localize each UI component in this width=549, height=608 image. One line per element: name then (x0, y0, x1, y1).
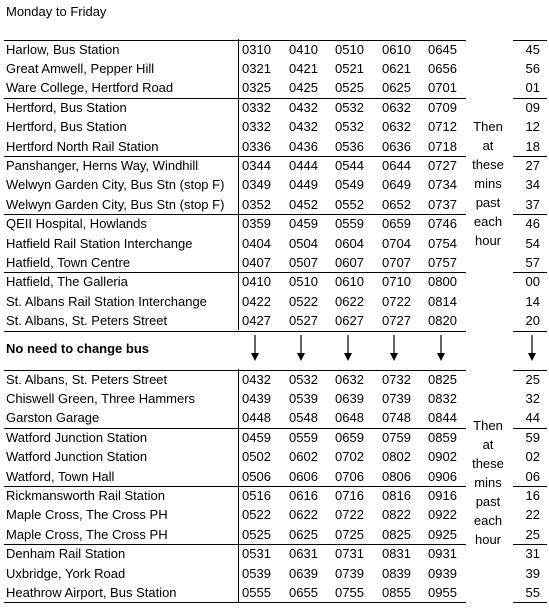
departure-time: 0349 (242, 177, 271, 193)
departure-time: 0639 (335, 390, 364, 406)
departure-time: 0459 (289, 216, 318, 232)
departure-time: 0759 (382, 429, 411, 445)
group-divider (4, 214, 466, 215)
down-arrow-icon (343, 335, 353, 361)
departure-time: 0722 (335, 507, 364, 523)
stop-name: Welwyn Garden City, Bus Stn (stop F) (6, 177, 225, 193)
departure-time: 0425 (289, 80, 318, 96)
stop-name: Watford Junction Station (6, 449, 148, 465)
departure-time: 0701 (428, 80, 457, 96)
minutes-past-hour: 37 (525, 196, 540, 212)
departure-time: 0706 (335, 468, 364, 484)
departure-time: 0522 (242, 507, 271, 523)
minutes-past-hour: 12 (525, 119, 540, 135)
stop-name: Hatfield Rail Station Interchange (6, 235, 193, 251)
departure-time: 0607 (335, 254, 364, 270)
departure-time: 0527 (289, 313, 318, 329)
departure-time: 0555 (242, 584, 271, 600)
departure-time: 0625 (382, 80, 411, 96)
departure-time: 0310 (242, 41, 271, 57)
frequency-word: each (473, 513, 503, 528)
group-divider (513, 156, 547, 157)
departure-time: 0321 (242, 60, 271, 76)
departure-time: 0825 (428, 371, 457, 387)
group-divider (4, 331, 466, 332)
departure-time: 0610 (335, 274, 364, 290)
departure-time: 0916 (428, 487, 457, 503)
stop-name: Hatfield, Town Centre (6, 254, 131, 270)
minutes-past-hour: 16 (525, 487, 540, 503)
timetable-row (0, 272, 549, 291)
departure-time: 0532 (335, 99, 364, 115)
stop-name: St. Albans, St. Peters Street (6, 371, 168, 387)
minutes-past-hour: 56 (525, 60, 540, 76)
group-divider (513, 214, 547, 215)
departure-time: 0448 (242, 410, 271, 426)
departure-time: 0659 (335, 429, 364, 445)
frequency-word: these (472, 157, 504, 172)
departure-time: 0802 (382, 449, 411, 465)
group-divider (4, 486, 466, 487)
departure-time: 0532 (289, 371, 318, 387)
departure-time: 0748 (382, 410, 411, 426)
minutes-past-hour: 02 (525, 449, 540, 465)
group-divider (4, 544, 466, 545)
group-divider (4, 428, 466, 429)
stop-name: Uxbridge, York Road (6, 565, 126, 581)
departure-time: 0502 (242, 449, 271, 465)
timetable-row (0, 370, 549, 389)
minutes-past-hour: 22 (525, 507, 540, 523)
minutes-past-hour: 39 (525, 565, 540, 581)
departure-time: 0649 (382, 177, 411, 193)
departure-time: 0427 (242, 313, 271, 329)
departure-time: 0410 (289, 41, 318, 57)
down-arrow-icon (296, 335, 306, 361)
departure-time: 0536 (335, 138, 364, 154)
departure-time: 0449 (289, 177, 318, 193)
minutes-past-hour: 57 (525, 254, 540, 270)
departure-time: 0522 (289, 293, 318, 309)
down-arrow-icon (436, 335, 446, 361)
departure-time: 0510 (289, 274, 318, 290)
departure-time: 0709 (428, 99, 457, 115)
departure-time: 0525 (242, 526, 271, 542)
timetable-row (0, 98, 549, 117)
timetable-row (0, 78, 549, 97)
group-divider (513, 331, 547, 332)
departure-time: 0559 (335, 216, 364, 232)
departure-time: 0325 (242, 80, 271, 96)
departure-time: 0644 (382, 157, 411, 173)
departure-time: 0636 (382, 138, 411, 154)
departure-time: 0718 (428, 138, 457, 154)
frequency-word: each (473, 214, 503, 229)
departure-time: 0539 (242, 565, 271, 581)
stop-name: Hatfield, The Galleria (6, 274, 128, 290)
frequency-word: Then (473, 119, 503, 134)
departure-time: 0722 (382, 293, 411, 309)
timetable-row (0, 292, 549, 311)
group-divider (513, 544, 547, 545)
group-divider (4, 40, 466, 41)
departure-time: 0625 (289, 526, 318, 542)
minutes-past-hour: 14 (525, 293, 540, 309)
departure-time: 0539 (289, 390, 318, 406)
departure-time: 0452 (289, 196, 318, 212)
departure-time: 0627 (335, 313, 364, 329)
stop-name: Maple Cross, The Cross PH (6, 507, 168, 523)
departure-time: 0621 (382, 60, 411, 76)
departure-time: 0559 (289, 429, 318, 445)
departure-time: 0648 (335, 410, 364, 426)
departure-time: 0521 (335, 60, 364, 76)
departure-time: 0532 (335, 119, 364, 135)
no-change-note: No need to change bus (6, 341, 150, 356)
departure-time: 0725 (335, 526, 364, 542)
departure-time: 0622 (335, 293, 364, 309)
departure-time: 0332 (242, 119, 271, 135)
stop-name: Chiswell Green, Three Hammers (6, 390, 196, 406)
departure-time: 0639 (289, 565, 318, 581)
departure-time: 0632 (382, 99, 411, 115)
departure-time: 0659 (382, 216, 411, 232)
departure-time: 0444 (289, 157, 318, 173)
departure-time: 0816 (382, 487, 411, 503)
minutes-past-hour: 32 (525, 390, 540, 406)
minutes-past-hour: 18 (525, 138, 540, 154)
departure-time: 0855 (382, 584, 411, 600)
departure-time: 0806 (382, 468, 411, 484)
departure-time: 0610 (382, 41, 411, 57)
departure-time: 0436 (289, 138, 318, 154)
departure-time: 0548 (289, 410, 318, 426)
frequency-word: mins (474, 475, 502, 490)
departure-time: 0727 (428, 157, 457, 173)
departure-time: 0359 (242, 216, 271, 232)
departure-time: 0839 (382, 565, 411, 581)
down-arrow-icon (389, 335, 399, 361)
group-divider (513, 428, 547, 429)
stop-name: Heathrow Airport, Bus Station (6, 584, 177, 600)
minutes-past-hour: 09 (525, 99, 540, 115)
departure-time: 0336 (242, 138, 271, 154)
departure-time: 0712 (428, 119, 457, 135)
timetable-row (0, 253, 549, 272)
stop-name: Rickmansworth Rail Station (6, 487, 165, 503)
column-divider (238, 369, 239, 602)
departure-time: 0632 (335, 371, 364, 387)
frequency-note-1 (466, 117, 510, 250)
departure-time: 0655 (289, 584, 318, 600)
minutes-past-hour: 31 (525, 546, 540, 562)
departure-time: 0459 (242, 429, 271, 445)
frequency-word: at (482, 138, 494, 153)
departure-time: 0710 (382, 274, 411, 290)
departure-time: 0931 (428, 546, 457, 562)
departure-time: 0549 (335, 177, 364, 193)
timetable-row (0, 564, 549, 583)
stop-name: QEII Hospital, Howlands (6, 216, 147, 232)
departure-time: 0506 (242, 468, 271, 484)
minutes-past-hour: 46 (525, 216, 540, 232)
departure-time: 0507 (289, 254, 318, 270)
departure-time: 0707 (382, 254, 411, 270)
minutes-past-hour: 27 (525, 157, 540, 173)
frequency-word: past (475, 195, 501, 210)
group-divider (513, 370, 547, 371)
timetable-row (0, 40, 549, 59)
minutes-past-hour: 01 (525, 80, 540, 96)
stop-name: Hertford, Bus Station (6, 119, 127, 135)
departure-time: 0732 (382, 371, 411, 387)
departure-time: 0820 (428, 313, 457, 329)
minutes-past-hour: 34 (525, 177, 540, 193)
minutes-past-hour: 59 (525, 429, 540, 445)
stop-name: St. Albans Rail Station Interchange (6, 293, 207, 309)
timetable-row (0, 389, 549, 408)
timetable-row (0, 59, 549, 78)
departure-time: 0432 (242, 371, 271, 387)
departure-time: 0616 (289, 487, 318, 503)
stop-name: Harlow, Bus Station (6, 41, 120, 57)
minutes-past-hour: 00 (525, 274, 540, 290)
stop-name: St. Albans, St. Peters Street (6, 313, 168, 329)
frequency-word: past (475, 494, 501, 509)
departure-time: 0421 (289, 60, 318, 76)
departure-time: 0825 (382, 526, 411, 542)
departure-time: 0432 (289, 119, 318, 135)
timetable-row (0, 583, 549, 602)
departure-time: 0531 (242, 546, 271, 562)
frequency-word: these (472, 456, 504, 471)
departure-time: 0525 (335, 80, 364, 96)
departure-time: 0645 (428, 41, 457, 57)
departure-time: 0702 (335, 449, 364, 465)
departure-time: 0754 (428, 235, 457, 251)
departure-time: 0832 (428, 390, 457, 406)
departure-time: 0439 (242, 390, 271, 406)
departure-time: 0746 (428, 216, 457, 232)
stop-name: Maple Cross, The Cross PH (6, 526, 168, 542)
departure-time: 0704 (382, 235, 411, 251)
departure-time: 0731 (335, 546, 364, 562)
frequency-note-2 (466, 416, 510, 549)
stop-name: Watford, Town Hall (6, 468, 115, 484)
departure-time: 0831 (382, 546, 411, 562)
departure-time: 0906 (428, 468, 457, 484)
group-divider (4, 602, 466, 603)
departure-time: 0757 (428, 254, 457, 270)
departure-time: 0422 (242, 293, 271, 309)
departure-time: 0925 (428, 526, 457, 542)
departure-time: 0544 (335, 157, 364, 173)
stop-name: Hertford, Bus Station (6, 99, 127, 115)
minutes-past-hour: 06 (525, 468, 540, 484)
stop-name: Denham Rail Station (6, 546, 126, 562)
departure-time: 0656 (428, 60, 457, 76)
minutes-past-hour: 25 (525, 371, 540, 387)
departure-time: 0404 (242, 235, 271, 251)
departure-time: 0902 (428, 449, 457, 465)
minutes-past-hour: 20 (525, 313, 540, 329)
minutes-past-hour: 44 (525, 410, 540, 426)
departure-time: 0739 (382, 390, 411, 406)
frequency-word: mins (474, 176, 502, 191)
down-arrow-icon (527, 335, 537, 361)
minutes-past-hour: 25 (525, 526, 540, 542)
departure-time: 0602 (289, 449, 318, 465)
minutes-past-hour: 55 (525, 584, 540, 600)
stop-name: Hertford North Rail Station (6, 138, 159, 154)
departure-time: 0737 (428, 196, 457, 212)
group-divider (4, 272, 466, 273)
departure-time: 0504 (289, 235, 318, 251)
departure-time: 0716 (335, 487, 364, 503)
departure-time: 0352 (242, 196, 271, 212)
departure-time: 0814 (428, 293, 457, 309)
stop-name: Welwyn Garden City, Bus Stn (stop F) (6, 196, 225, 212)
departure-time: 0632 (382, 119, 411, 135)
departure-time: 0822 (382, 507, 411, 523)
departure-time: 0604 (335, 235, 364, 251)
departure-time: 0552 (335, 196, 364, 212)
departure-time: 0844 (428, 410, 457, 426)
departure-time: 0407 (242, 254, 271, 270)
group-divider (4, 370, 466, 371)
stop-name: Watford Junction Station (6, 429, 148, 445)
timetable-row (0, 311, 549, 330)
down-arrow-icon (250, 335, 260, 361)
stop-name: Panshanger, Herns Way, Windhill (6, 157, 199, 173)
stop-name: Garston Garage (6, 410, 100, 426)
departure-time: 0410 (242, 274, 271, 290)
departure-time: 0859 (428, 429, 457, 445)
departure-time: 0631 (289, 546, 318, 562)
departure-time: 0922 (428, 507, 457, 523)
departure-time: 0734 (428, 177, 457, 193)
departure-time: 0800 (428, 274, 457, 290)
group-divider (513, 602, 547, 603)
group-divider (4, 156, 466, 157)
departure-time: 0516 (242, 487, 271, 503)
departure-time: 0332 (242, 99, 271, 115)
frequency-word: hour (474, 233, 502, 248)
group-divider (513, 272, 547, 273)
stop-name: Ware College, Hertford Road (6, 80, 174, 96)
frequency-word: Then (473, 418, 503, 433)
stop-name: Great Amwell, Pepper Hill (6, 60, 155, 76)
group-divider (513, 98, 547, 99)
departure-time: 0739 (335, 565, 364, 581)
departure-time: 0727 (382, 313, 411, 329)
group-divider (4, 98, 466, 99)
frequency-word: hour (474, 532, 502, 547)
minutes-past-hour: 54 (525, 235, 540, 251)
departure-time: 0755 (335, 584, 364, 600)
departure-time: 0939 (428, 565, 457, 581)
departure-time: 0432 (289, 99, 318, 115)
group-divider (513, 486, 547, 487)
departure-time: 0510 (335, 41, 364, 57)
departure-time: 0955 (428, 584, 457, 600)
minutes-past-hour: 45 (525, 41, 540, 57)
departure-time: 0344 (242, 157, 271, 173)
group-divider (513, 40, 547, 41)
column-divider (238, 39, 239, 330)
departure-time: 0652 (382, 196, 411, 212)
departure-time: 0622 (289, 507, 318, 523)
frequency-word: at (482, 437, 494, 452)
page-title: Monday to Friday (6, 4, 107, 19)
departure-time: 0606 (289, 468, 318, 484)
